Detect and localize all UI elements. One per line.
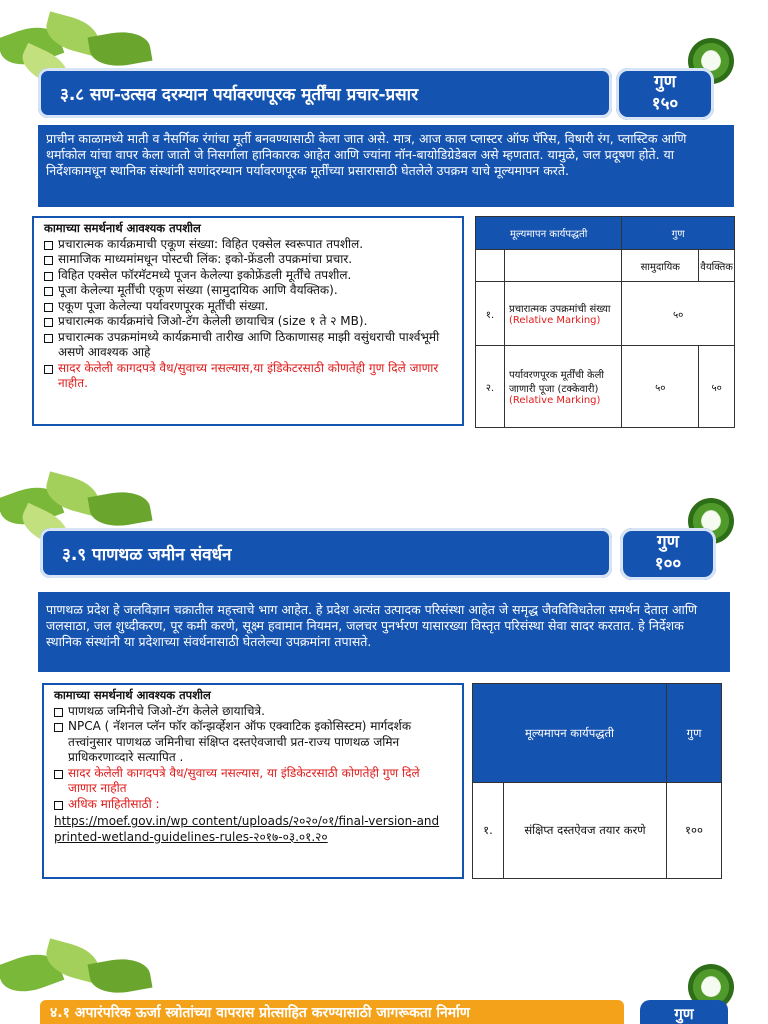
row-number: १.	[476, 282, 505, 346]
evidence-item: NPCA ( नॅशनल प्लॅन फॉर कॉन्झर्व्हेशन ऑफ एक्वाटिक इकोसिस्टम) मार्गदर्शक तत्त्वांनुसार पाणथळ जमिनीचा संक्षिप्त दस्तऐवजाची प्रत-राज्य पाणथळ जमिन प्राधिकरणाव्दारे सत्यापित .	[54, 719, 452, 766]
section-38-points-box	[616, 68, 714, 120]
row-label-cell	[505, 282, 622, 346]
table-subheader-community: सामुदायिक	[622, 250, 699, 282]
table-header-method: मूल्यमापन कार्यपद्धती	[476, 217, 622, 250]
relative-marking-note: (Relative Marking)	[509, 315, 601, 326]
table-empty-cell	[476, 250, 505, 282]
evidence-item: विहित एक्सेल फॉरमॅटमध्ये पूजन केलेल्या इकोफ्रेंडली मूर्तींचे तपशील.	[44, 268, 452, 284]
row-points: १००	[667, 783, 722, 879]
evidence-item: सामाजिक माध्यमांमधून पोस्टची लिंक: इको-फ्रेंडली उपक्रमांचा प्रचार.	[44, 252, 452, 268]
section-38-evaluation-table	[475, 216, 735, 428]
relative-marking-note: (Relative Marking)	[509, 395, 601, 406]
row-label-cell	[505, 346, 622, 428]
table-subheader-individual: वैयक्तिक	[699, 250, 735, 282]
invalid-document-warning: सादर केलेली कागदपत्रे वैध/सुवाच्य नसल्यास,या इंडिकेटरसाठी कोणतेही गुण दिले जाणार नाहीत.	[44, 361, 452, 392]
section-38-title: ३.८ सण-उत्सव दरम्यान पर्यावरणपूरक मूर्तींचा प्रचार-प्रसार	[38, 68, 612, 118]
section-38-description: प्राचीन काळामध्ये माती व नैसर्गिक रंगांचा मूर्ती बनवण्यासाठी केला जात असे. मात्र, आज काल प्लास्टर ऑफ पॅरिस, विषारी रंग, प्लास्टिक आणि थर्माकोल यांचा वापर केला जातो जे निसर्गाला हानिकारक आहेत आणि ज्यांना नॉन-बायोडिग्रेडेबल असे म्हणतात. यामुळे, जल प्रदूषण होते. या निर्देशकामधून स्थानिक संस्थांनी सणांदरम्यान पर्यावरणपूरक मूर्तींच्या प्रसारासाठी घेतलेले उपक्रम याचे मूल्यमापन करते.	[38, 125, 734, 207]
section-41-title: ४.१ अपारंपरिक ऊर्जा स्त्रोतांच्या वापरास प्रोत्साहित करण्यासाठी जागरूकता निर्माण	[40, 1000, 624, 1024]
row-label: संक्षिप्त दस्तऐवज तयार करणे	[504, 783, 667, 879]
table-row	[473, 783, 722, 879]
table-empty-cell	[505, 250, 622, 282]
row-label: पर्यावरणपूरक मूर्तींची केली जाणारी पूजा (टक्केवारी)	[509, 370, 605, 395]
points-value: १००	[654, 554, 682, 574]
evidence-heading: कामाच्या समर्थनार्थ आवश्यक तपशील	[54, 688, 211, 702]
row-number: २.	[476, 346, 505, 428]
invalid-document-warning: सादर केलेली कागदपत्रे वैध/सुवाच्य नसल्यास, या इंडिकेटरसाठी कोणतेही गुण दिले जाणार नाहीत	[54, 766, 452, 797]
evidence-item: प्रचारात्मक उपक्रमांमध्ये कार्यक्रमाची तारीख आणि ठिकाणासह माझी वसुंधराची पार्श्वभूमी असणे आवश्यक आहे	[44, 330, 452, 361]
table-header-points: गुण	[667, 684, 722, 783]
evidence-item: प्रचारात्मक कार्यक्रमाची एकूण संख्या: विहित एक्सेल स्वरूपात तपशील.	[44, 237, 452, 253]
points-value: १५०	[651, 94, 679, 114]
section-38-evidence-box	[32, 216, 464, 426]
section-39-points-box	[620, 528, 716, 580]
section-41-points-label: गुण	[640, 1000, 728, 1024]
evidence-list	[44, 237, 452, 392]
section-39-title: ३.९ पाणथळ जमीन संवर्धन	[40, 528, 612, 578]
more-info-label: अधिक माहितीसाठी :	[54, 797, 452, 813]
section-39-description: पाणथळ प्रदेश हे जलविज्ञान चक्रातील महत्त्वाचे भाग आहेत. हे प्रदेश अत्यंत उत्पादक परिसंस्था आहेत जे समृद्ध जैवविविधतेला समर्थन देतात आणि जलसाठा, जल शुध्दीकरण, पूर कमी करणे, सूक्ष्म हवामान नियमन, जलचर पुनर्भरण यासारख्या विस्तृत परिसंस्था सेवा सादर करतात. हे निर्देशक स्थानिक संस्थांनी या प्रदेशाच्या संवर्धनासाठी घेतलेल्या उपक्रमांना तपासते.	[38, 592, 730, 672]
evidence-list	[54, 704, 452, 813]
evidence-item: एकूण पूजा केलेल्या पर्यावरणपूरक मूर्तींची संख्या.	[44, 299, 452, 315]
row-number: १.	[473, 783, 504, 879]
table-row	[476, 282, 735, 346]
table-row	[476, 346, 735, 428]
points-label: गुण	[657, 532, 679, 552]
evidence-item: प्रचारात्मक कार्यक्रमांचे जिओ-टॅग केलेली छायाचित्र (size १ ते २ MB).	[44, 314, 452, 330]
row-points: ५०	[622, 282, 735, 346]
table-header-method: मूल्यमापन कार्यपद्धती	[473, 684, 667, 783]
row-points-community: ५०	[622, 346, 699, 428]
row-label: प्रचारात्मक उपक्रमांची संख्या	[509, 304, 611, 315]
evidence-heading: कामाच्या समर्थनार्थ आवश्यक तपशील	[44, 221, 201, 235]
guidelines-link[interactable]: https://moef.gov.in/wp content/uploads/२०२०/०१/final-version-and printed-wetland-guidelines-rules-२०१७-०३.०१.२०	[54, 814, 440, 844]
row-points-individual: ५०	[699, 346, 735, 428]
table-header-points: गुण	[622, 217, 735, 250]
evidence-item: पूजा केलेल्या मूर्तींची एकूण संख्या (सामुदायिक आणि वैयक्तिक).	[44, 283, 452, 299]
section-39-evaluation-table	[472, 683, 722, 879]
points-label: गुण	[654, 72, 676, 92]
section-39-evidence-box	[42, 683, 464, 879]
evidence-item: पाणथळ जमिनीचे जिओ-टॅग केलेले छायाचित्रे.	[54, 704, 452, 720]
